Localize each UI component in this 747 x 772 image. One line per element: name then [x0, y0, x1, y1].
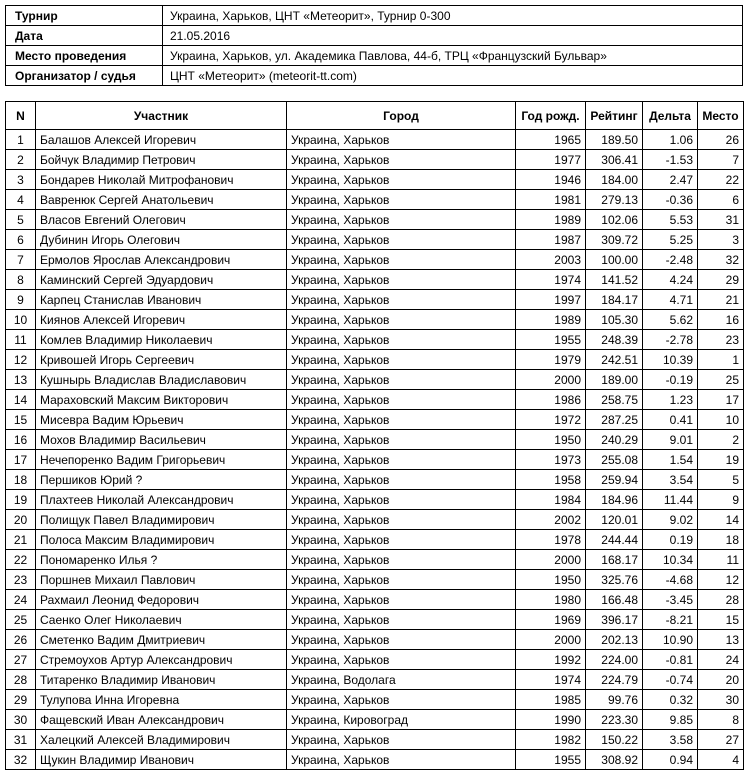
- cell-place: 29: [698, 270, 744, 290]
- cell-number: 28: [6, 670, 36, 690]
- table-row: [6, 270, 744, 290]
- cell-city: Украина, Харьков: [287, 190, 516, 210]
- cell-number: 25: [6, 610, 36, 630]
- cell-birth-year: 2000: [516, 630, 586, 650]
- cell-city: Украина, Харьков: [287, 510, 516, 530]
- cell-city: Украина, Харьков: [287, 150, 516, 170]
- cell-place: 23: [698, 330, 744, 350]
- cell-delta: 9.85: [643, 710, 698, 730]
- cell-number: 7: [6, 250, 36, 270]
- cell-participant: Поршнев Михаил Павлович: [36, 570, 287, 590]
- table-row: [6, 210, 744, 230]
- cell-city: Украина, Харьков: [287, 550, 516, 570]
- cell-birth-year: 1955: [516, 750, 586, 770]
- cell-city: Украина, Харьков: [287, 330, 516, 350]
- info-row-venue: [6, 46, 743, 66]
- cell-rating: 102.06: [586, 210, 643, 230]
- cell-birth-year: 1992: [516, 650, 586, 670]
- table-row: [6, 590, 744, 610]
- cell-number: 27: [6, 650, 36, 670]
- info-label: Дата: [6, 26, 163, 46]
- cell-place: 16: [698, 310, 744, 330]
- cell-place: 11: [698, 550, 744, 570]
- cell-delta: 1.06: [643, 130, 698, 150]
- cell-rating: 242.51: [586, 350, 643, 370]
- cell-delta: -2.78: [643, 330, 698, 350]
- table-row: [6, 630, 744, 650]
- cell-birth-year: 2003: [516, 250, 586, 270]
- info-row-date: [6, 26, 743, 46]
- cell-city: Украина, Харьков: [287, 690, 516, 710]
- cell-rating: 259.94: [586, 470, 643, 490]
- table-row: [6, 290, 744, 310]
- cell-participant: Каминский Сергей Эдуардович: [36, 270, 287, 290]
- cell-delta: 0.94: [643, 750, 698, 770]
- cell-delta: -4.68: [643, 570, 698, 590]
- cell-delta: 5.25: [643, 230, 698, 250]
- cell-participant: Бондарев Николай Митрофанович: [36, 170, 287, 190]
- cell-delta: -8.21: [643, 610, 698, 630]
- cell-birth-year: 1984: [516, 490, 586, 510]
- cell-number: 23: [6, 570, 36, 590]
- cell-place: 15: [698, 610, 744, 630]
- cell-birth-year: 1950: [516, 430, 586, 450]
- cell-number: 31: [6, 730, 36, 750]
- table-row: [6, 410, 744, 430]
- cell-delta: 3.54: [643, 470, 698, 490]
- cell-number: 21: [6, 530, 36, 550]
- cell-delta: -0.81: [643, 650, 698, 670]
- table-row: [6, 510, 744, 530]
- cell-rating: 224.79: [586, 670, 643, 690]
- results-table: [5, 101, 744, 770]
- cell-delta: 0.41: [643, 410, 698, 430]
- cell-birth-year: 1974: [516, 670, 586, 690]
- cell-participant: Саенко Олег Николаевич: [36, 610, 287, 630]
- cell-rating: 189.50: [586, 130, 643, 150]
- table-row: [6, 250, 744, 270]
- cell-participant: Кушнырь Владислав Владиславович: [36, 370, 287, 390]
- cell-place: 4: [698, 750, 744, 770]
- column-header-delta: Дельта: [643, 102, 698, 130]
- cell-birth-year: 1969: [516, 610, 586, 630]
- cell-number: 14: [6, 390, 36, 410]
- cell-participant: Власов Евгений Олегович: [36, 210, 287, 230]
- cell-city: Украина, Харьков: [287, 310, 516, 330]
- cell-participant: Сметенко Вадим Дмитриевич: [36, 630, 287, 650]
- cell-participant: Першиков Юрий ?: [36, 470, 287, 490]
- info-row-tournament: [6, 6, 743, 26]
- cell-number: 29: [6, 690, 36, 710]
- cell-participant: Ермолов Ярослав Александрович: [36, 250, 287, 270]
- cell-place: 18: [698, 530, 744, 550]
- info-label: Место проведения: [6, 46, 163, 66]
- cell-delta: -0.74: [643, 670, 698, 690]
- cell-number: 32: [6, 750, 36, 770]
- cell-participant: Рахмаил Леонид Федорович: [36, 590, 287, 610]
- cell-number: 26: [6, 630, 36, 650]
- cell-birth-year: 1973: [516, 450, 586, 470]
- cell-birth-year: 1987: [516, 230, 586, 250]
- cell-delta: -0.19: [643, 370, 698, 390]
- cell-rating: 325.76: [586, 570, 643, 590]
- cell-participant: Мохов Владимир Васильевич: [36, 430, 287, 450]
- cell-delta: 0.32: [643, 690, 698, 710]
- cell-rating: 244.44: [586, 530, 643, 550]
- table-row: [6, 390, 744, 410]
- cell-number: 4: [6, 190, 36, 210]
- cell-city: Украина, Харьков: [287, 610, 516, 630]
- info-row-organizer: [6, 66, 743, 86]
- cell-place: 1: [698, 350, 744, 370]
- table-row: [6, 530, 744, 550]
- column-header-participant: Участник: [36, 102, 287, 130]
- cell-place: 12: [698, 570, 744, 590]
- cell-birth-year: 1965: [516, 130, 586, 150]
- cell-place: 26: [698, 130, 744, 150]
- cell-delta: 9.01: [643, 430, 698, 450]
- table-row: [6, 190, 744, 210]
- cell-participant: Дубинин Игорь Олегович: [36, 230, 287, 250]
- cell-number: 17: [6, 450, 36, 470]
- cell-number: 18: [6, 470, 36, 490]
- cell-rating: 168.17: [586, 550, 643, 570]
- cell-birth-year: 1946: [516, 170, 586, 190]
- cell-place: 7: [698, 150, 744, 170]
- table-row: [6, 330, 744, 350]
- table-row: [6, 150, 744, 170]
- cell-city: Украина, Харьков: [287, 270, 516, 290]
- table-row: [6, 310, 744, 330]
- cell-participant: Стремоухов Артур Александрович: [36, 650, 287, 670]
- table-row: [6, 170, 744, 190]
- cell-birth-year: 1977: [516, 150, 586, 170]
- table-row: [6, 370, 744, 390]
- cell-number: 22: [6, 550, 36, 570]
- column-header-birth-year: Год рожд.: [516, 102, 586, 130]
- cell-rating: 223.30: [586, 710, 643, 730]
- cell-place: 24: [698, 650, 744, 670]
- table-row: [6, 350, 744, 370]
- cell-rating: 141.52: [586, 270, 643, 290]
- cell-participant: Мараховский Максим Викторович: [36, 390, 287, 410]
- cell-city: Украина, Харьков: [287, 170, 516, 190]
- table-row: [6, 550, 744, 570]
- cell-number: 12: [6, 350, 36, 370]
- cell-rating: 100.00: [586, 250, 643, 270]
- cell-number: 24: [6, 590, 36, 610]
- header-row: [6, 102, 744, 130]
- results-body: [6, 130, 744, 770]
- cell-city: Украина, Харьков: [287, 570, 516, 590]
- cell-rating: 184.96: [586, 490, 643, 510]
- cell-city: Украина, Харьков: [287, 730, 516, 750]
- cell-city: Украина, Харьков: [287, 250, 516, 270]
- table-row: [6, 670, 744, 690]
- cell-city: Украина, Харьков: [287, 630, 516, 650]
- table-row: [6, 610, 744, 630]
- cell-birth-year: 1990: [516, 710, 586, 730]
- cell-delta: 11.44: [643, 490, 698, 510]
- table-row: [6, 730, 744, 750]
- column-header-n: N: [6, 102, 36, 130]
- cell-participant: Мисевра Вадим Юрьевич: [36, 410, 287, 430]
- info-value: ЦНТ «Метеорит» (meteorit-tt.com): [163, 66, 743, 86]
- cell-rating: 240.29: [586, 430, 643, 450]
- cell-participant: Нечепоренко Вадим Григорьевич: [36, 450, 287, 470]
- cell-birth-year: 1955: [516, 330, 586, 350]
- tournament-info-table: [5, 5, 743, 86]
- cell-place: 25: [698, 370, 744, 390]
- cell-delta: 4.71: [643, 290, 698, 310]
- table-row: [6, 230, 744, 250]
- table-row: [6, 650, 744, 670]
- cell-city: Украина, Харьков: [287, 230, 516, 250]
- cell-number: 13: [6, 370, 36, 390]
- cell-delta: 2.47: [643, 170, 698, 190]
- cell-rating: 99.76: [586, 690, 643, 710]
- cell-city: Украина, Харьков: [287, 410, 516, 430]
- cell-delta: -0.36: [643, 190, 698, 210]
- table-row: [6, 470, 744, 490]
- cell-participant: Плахтеев Николай Александрович: [36, 490, 287, 510]
- cell-rating: 202.13: [586, 630, 643, 650]
- cell-birth-year: 1985: [516, 690, 586, 710]
- cell-place: 28: [698, 590, 744, 610]
- cell-rating: 258.75: [586, 390, 643, 410]
- cell-place: 22: [698, 170, 744, 190]
- cell-place: 14: [698, 510, 744, 530]
- cell-delta: -3.45: [643, 590, 698, 610]
- cell-delta: -1.53: [643, 150, 698, 170]
- table-row: [6, 490, 744, 510]
- cell-participant: Вавренюк Сергей Анатольевич: [36, 190, 287, 210]
- column-header-rating: Рейтинг: [586, 102, 643, 130]
- cell-delta: 5.62: [643, 310, 698, 330]
- cell-delta: 5.53: [643, 210, 698, 230]
- cell-rating: 166.48: [586, 590, 643, 610]
- column-header-place: Место: [698, 102, 744, 130]
- cell-city: Украина, Харьков: [287, 350, 516, 370]
- cell-rating: 120.01: [586, 510, 643, 530]
- cell-rating: 309.72: [586, 230, 643, 250]
- cell-birth-year: 1997: [516, 290, 586, 310]
- cell-participant: Титаренко Владимир Иванович: [36, 670, 287, 690]
- cell-city: Украина, Харьков: [287, 390, 516, 410]
- cell-rating: 150.22: [586, 730, 643, 750]
- cell-place: 27: [698, 730, 744, 750]
- cell-number: 3: [6, 170, 36, 190]
- cell-number: 19: [6, 490, 36, 510]
- cell-city: Украина, Харьков: [287, 290, 516, 310]
- cell-delta: 4.24: [643, 270, 698, 290]
- cell-place: 8: [698, 710, 744, 730]
- cell-number: 15: [6, 410, 36, 430]
- cell-participant: Щукин Владимир Иванович: [36, 750, 287, 770]
- cell-number: 20: [6, 510, 36, 530]
- cell-number: 6: [6, 230, 36, 250]
- cell-number: 9: [6, 290, 36, 310]
- cell-birth-year: 2000: [516, 370, 586, 390]
- cell-place: 17: [698, 390, 744, 410]
- cell-participant: Фащевский Иван Александрович: [36, 710, 287, 730]
- cell-city: Украина, Харьков: [287, 490, 516, 510]
- cell-delta: 9.02: [643, 510, 698, 530]
- cell-rating: 306.41: [586, 150, 643, 170]
- cell-rating: 189.00: [586, 370, 643, 390]
- cell-city: Украина, Харьков: [287, 650, 516, 670]
- cell-place: 6: [698, 190, 744, 210]
- cell-birth-year: 1972: [516, 410, 586, 430]
- cell-birth-year: 1986: [516, 390, 586, 410]
- cell-birth-year: 1989: [516, 210, 586, 230]
- cell-participant: Кривошей Игорь Сергеевич: [36, 350, 287, 370]
- cell-rating: 287.25: [586, 410, 643, 430]
- cell-city: Украина, Харьков: [287, 370, 516, 390]
- cell-city: Украина, Харьков: [287, 750, 516, 770]
- cell-city: Украина, Кировоград: [287, 710, 516, 730]
- cell-delta: 10.39: [643, 350, 698, 370]
- cell-number: 10: [6, 310, 36, 330]
- table-row: [6, 450, 744, 470]
- tournament-info-body: [6, 6, 743, 86]
- cell-city: Украина, Водолага: [287, 670, 516, 690]
- cell-delta: 0.19: [643, 530, 698, 550]
- cell-place: 3: [698, 230, 744, 250]
- cell-delta: 10.90: [643, 630, 698, 650]
- cell-delta: 1.23: [643, 390, 698, 410]
- cell-number: 30: [6, 710, 36, 730]
- cell-delta: 10.34: [643, 550, 698, 570]
- cell-place: 19: [698, 450, 744, 470]
- cell-rating: 396.17: [586, 610, 643, 630]
- cell-participant: Полоса Максим Владимирович: [36, 530, 287, 550]
- cell-birth-year: 1974: [516, 270, 586, 290]
- cell-place: 5: [698, 470, 744, 490]
- cell-birth-year: 2002: [516, 510, 586, 530]
- cell-rating: 184.00: [586, 170, 643, 190]
- cell-city: Украина, Харьков: [287, 430, 516, 450]
- cell-birth-year: 1950: [516, 570, 586, 590]
- cell-participant: Карпец Станислав Иванович: [36, 290, 287, 310]
- cell-birth-year: 1989: [516, 310, 586, 330]
- cell-birth-year: 1978: [516, 530, 586, 550]
- cell-city: Украина, Харьков: [287, 450, 516, 470]
- cell-delta: 1.54: [643, 450, 698, 470]
- cell-number: 5: [6, 210, 36, 230]
- cell-rating: 279.13: [586, 190, 643, 210]
- table-row: [6, 130, 744, 150]
- cell-participant: Халецкий Алексей Владимирович: [36, 730, 287, 750]
- info-value: 21.05.2016: [163, 26, 743, 46]
- cell-place: 21: [698, 290, 744, 310]
- cell-place: 9: [698, 490, 744, 510]
- cell-place: 10: [698, 410, 744, 430]
- cell-birth-year: 1981: [516, 190, 586, 210]
- cell-participant: Полищук Павел Владимирович: [36, 510, 287, 530]
- cell-number: 8: [6, 270, 36, 290]
- cell-participant: Балашов Алексей Игоревич: [36, 130, 287, 150]
- cell-participant: Киянов Алексей Игоревич: [36, 310, 287, 330]
- cell-place: 32: [698, 250, 744, 270]
- cell-rating: 255.08: [586, 450, 643, 470]
- cell-birth-year: 1979: [516, 350, 586, 370]
- cell-rating: 105.30: [586, 310, 643, 330]
- table-row: [6, 570, 744, 590]
- cell-birth-year: 1982: [516, 730, 586, 750]
- cell-rating: 224.00: [586, 650, 643, 670]
- cell-number: 1: [6, 130, 36, 150]
- cell-birth-year: 2000: [516, 550, 586, 570]
- cell-delta: -2.48: [643, 250, 698, 270]
- cell-city: Украина, Харьков: [287, 210, 516, 230]
- cell-rating: 308.92: [586, 750, 643, 770]
- cell-city: Украина, Харьков: [287, 470, 516, 490]
- cell-number: 16: [6, 430, 36, 450]
- cell-rating: 248.39: [586, 330, 643, 350]
- cell-place: 30: [698, 690, 744, 710]
- cell-city: Украина, Харьков: [287, 530, 516, 550]
- cell-participant: Бойчук Владимир Петрович: [36, 150, 287, 170]
- cell-participant: Комлев Владимир Николаевич: [36, 330, 287, 350]
- table-row: [6, 750, 744, 770]
- info-label: Организатор / судья: [6, 66, 163, 86]
- results-header: [6, 102, 744, 130]
- cell-city: Украина, Харьков: [287, 590, 516, 610]
- cell-number: 11: [6, 330, 36, 350]
- cell-birth-year: 1958: [516, 470, 586, 490]
- cell-participant: Тулупова Инна Игоревна: [36, 690, 287, 710]
- cell-rating: 184.17: [586, 290, 643, 310]
- cell-place: 20: [698, 670, 744, 690]
- cell-number: 2: [6, 150, 36, 170]
- cell-place: 13: [698, 630, 744, 650]
- cell-participant: Пономаренко Илья ?: [36, 550, 287, 570]
- cell-birth-year: 1980: [516, 590, 586, 610]
- table-row: [6, 690, 744, 710]
- cell-place: 2: [698, 430, 744, 450]
- table-row: [6, 430, 744, 450]
- info-value: Украина, Харьков, ул. Академика Павлова, 44-б, ТРЦ «Французский Бульвар»: [163, 46, 743, 66]
- column-header-city: Город: [287, 102, 516, 130]
- table-row: [6, 710, 744, 730]
- cell-place: 31: [698, 210, 744, 230]
- cell-city: Украина, Харьков: [287, 130, 516, 150]
- info-label: Турнир: [6, 6, 163, 26]
- info-value: Украина, Харьков, ЦНТ «Метеорит», Турнир 0-300: [163, 6, 743, 26]
- cell-delta: 3.58: [643, 730, 698, 750]
